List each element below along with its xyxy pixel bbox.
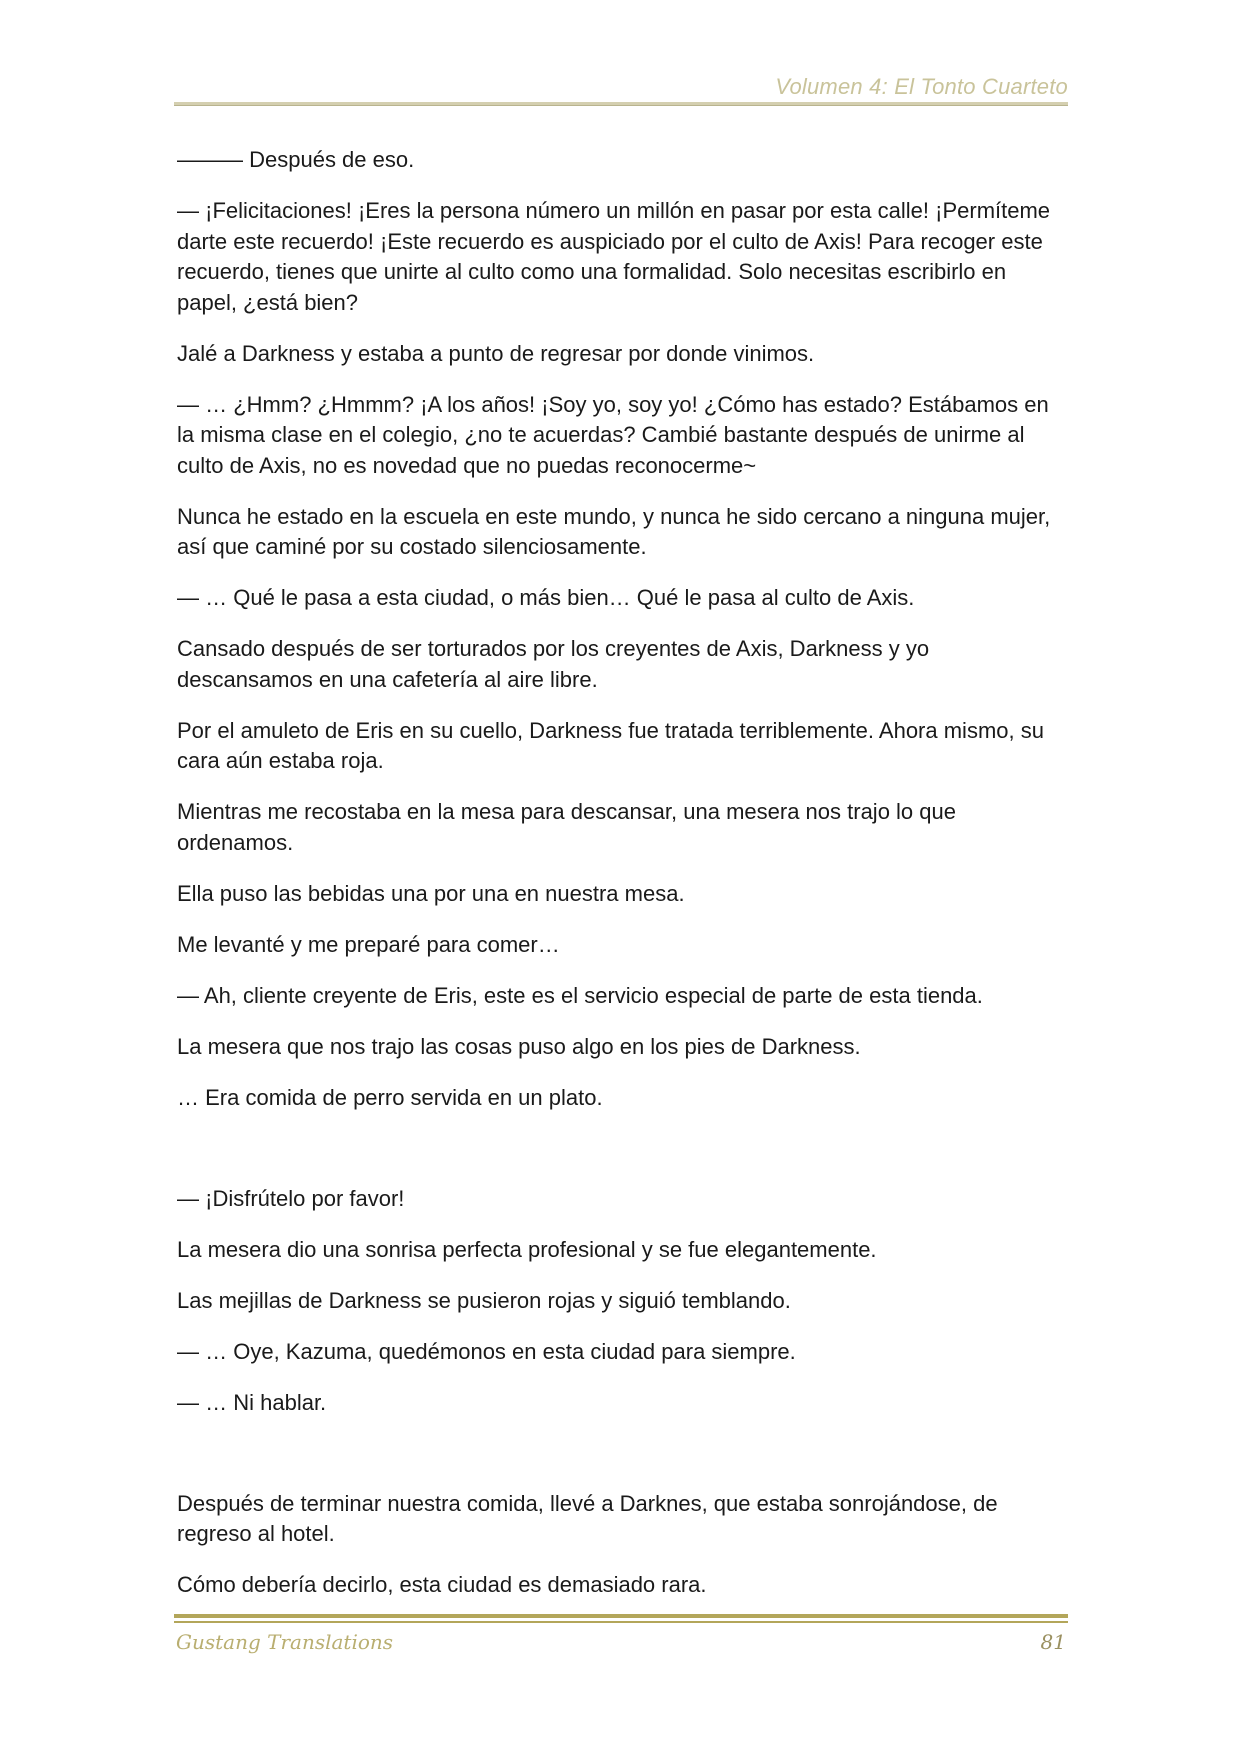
paragraph: — … ¿Hmm? ¿Hmmm? ¡A los años! ¡Soy yo, soy yo! ¿Cómo has estado? Estábamos en la misma clase en el colegio, ¿no te acuerdas? Cambié bastante después de unirme al culto de Axis, no es novedad que no puedas reconocerme~ [177, 391, 1049, 478]
paragraph: ——— Después de eso. [177, 147, 415, 172]
paragraph: Jalé a Darkness y estaba a punto de regresar por donde vinimos. [177, 340, 815, 366]
paragraph: Me levanté y me preparé para comer… [177, 931, 560, 957]
page-footer [174, 1614, 1068, 1664]
paragraph: … Era comida de perro servida en un plato. [177, 1084, 603, 1110]
footer-rule-thin [174, 1621, 1068, 1623]
paragraph: Cómo debería decirlo, esta ciudad es demasiado rara. [177, 1572, 707, 1597]
paragraph: — ¡Felicitaciones! ¡Eres la persona número un millón en pasar por esta calle! ¡Permíteme darte este recuerdo! ¡Este recuerdo es auspiciado por el culto de Axis! Para recoger este recuerdo, tienes que unirte al culto como una formalidad. Solo necesitas escribirlo en papel, ¿está bien? [177, 198, 1051, 315]
paragraph: — … Ni hablar. [177, 1389, 327, 1415]
page-number: 81 [1040, 1630, 1066, 1654]
paragraph: — ¡Disfrútelo por favor! [177, 1185, 405, 1211]
paragraph: Cansado después de ser torturados por los creyentes de Axis, Darkness y yo descansamos en una cafetería al aire libre. [177, 636, 930, 692]
paragraph: — … Oye, Kazuma, quedémonos en esta ciudad para siempre. [177, 1338, 796, 1364]
paragraph: Las mejillas de Darkness se pusieron rojas y siguió temblando. [177, 1287, 791, 1313]
paragraph: Nunca he estado en la escuela en este mundo, y nunca he sido cercano a ninguna mujer, así que caminé por su costado silenciosamente. [177, 503, 1051, 559]
paragraph: Por el amuleto de Eris en su cuello, Darkness fue tratada terriblemente. Ahora mismo, su cara aún estaba roja. [177, 717, 1044, 773]
paragraph: Mientras me recostaba en la mesa para descansar, una mesera nos trajo lo que ordenamos. [177, 799, 956, 855]
paragraph: — Ah, cliente creyente de Eris, este es el servicio especial de parte de esta tienda. [177, 982, 983, 1008]
page-header [174, 70, 1068, 106]
footer-credit: Gustang Translations [176, 1630, 394, 1654]
header-title: Volumen 4: El Tonto Cuarteto [775, 74, 1068, 99]
paragraph: Ella puso las bebidas una por una en nuestra mesa. [177, 880, 685, 906]
footer-rule [174, 1614, 1068, 1618]
page-body [177, 145, 1067, 1621]
paragraph: — … Qué le pasa a esta ciudad, o más bien… Qué le pasa al culto de Axis. [177, 585, 915, 610]
paragraph: La mesera dio una sonrisa perfecta profesional y se fue elegantemente. [177, 1236, 877, 1262]
paragraph: Después de terminar nuestra comida, llevé a Darknes, que estaba sonrojándose, de regreso al hotel. [177, 1490, 998, 1546]
section-gap [177, 1134, 1067, 1184]
paragraph: La mesera que nos trajo las cosas puso algo en los pies de Darkness. [177, 1033, 861, 1059]
header-rule [174, 102, 1068, 106]
section-gap [177, 1439, 1067, 1489]
